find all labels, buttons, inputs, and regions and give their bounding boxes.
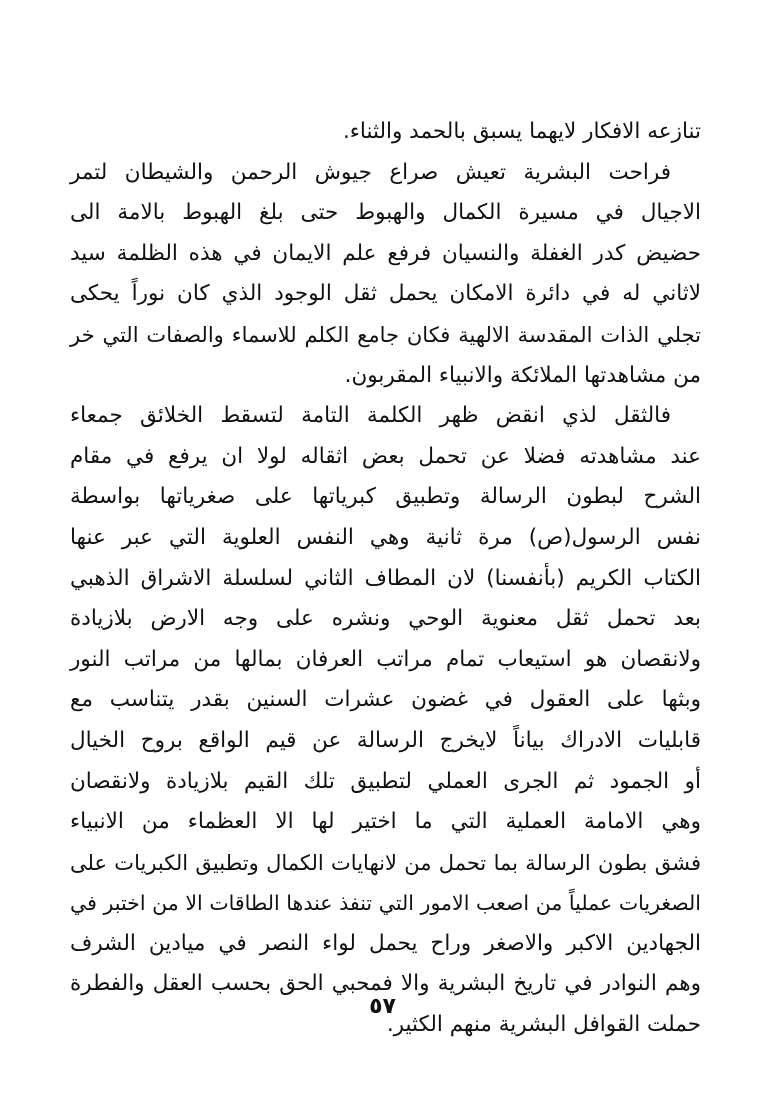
text-line: قابليات الادراك بياناً لايخرج الرسالة عن قيم الواقع بروح الخيال [70,727,701,753]
text-line: نفس الرسول(ص) مرة ثانية وهي النفس العلوية التي عبر عنها [70,524,701,550]
text-line: ولانقصان هو استيعاب تمام مراتب العرفان بمالها من مراتب النور [70,646,701,672]
text-line: أو الجمود ثم الجرى العملي لتطبيق تلك القيم بلازيادة ولانقصان [70,768,701,794]
text-line: من مشاهدتها الملائكة والانبياء المقربون. [344,362,701,388]
text-line: الكتاب الكريم (بأنفسنا) لان المطاف الثاني لسلسلة الاشراق الذهبي [70,565,701,591]
text-line: فالثقل لذي انقض ظهر الكلمة التامة لتسقط الخلائق جمعاء [70,403,671,429]
text-line: الجهادين الاكبر والاصغر وراح يحمل لواء النصر في ميادين الشرف [70,930,701,956]
text-line: فشق بطون الرسالة بما تحمل من لانهايات الكمال وتطبيق الكبريات على [70,850,701,875]
text-line: وبثها على العقول في غضون عشرات السنين بقدر يتناسب مع [70,687,701,713]
text-line: الصغريات عملياً من اصعب الامور التي تنفذ عندها الطاقات الا من اختبر في [70,891,701,916]
text-line: تنازعه الافكار لايهما يسبق بالحمد والثناء. [342,119,701,144]
page-number: ٥٧ [369,994,396,1019]
text-line: الاجيال في مسيرة الكمال والهبوط حتى بلغ الهبوط بالامة الى [70,200,701,226]
text-line: وهم النوادر في تاريخ البشرية والا فمحبي الحق بحسب العقل والفطرة [70,971,701,997]
text-line: الشرح لبطون الرسالة وتطبيق كبرياتها على صغرياتها بواسطة [70,484,701,510]
body-text [70,112,701,1046]
text-line: حملت القوافل البشرية منهم الكثير. [386,1012,701,1038]
text-line: فراحت البشرية تعيش صراع جيوش الرحمن والشيطان لتمر [70,159,671,185]
text-line: حضيض كدر الغفلة والنسيان فرفع علم الايمان في هذه الظلمة سيد [70,240,701,266]
text-line: وهي الامامة العملية التي ما اختير لها الا العظماء من الانبياء [70,809,701,835]
text-line: بعد تحمل ثقل معنوية الوحي ونشره على وجه الارض بلازيادة [70,606,701,632]
text-line: لاثاني له في دائرة الامكان يحمل ثقل الوجود الذي كان نوراً يحكى [70,281,701,307]
text-line: تجلي الذات المقدسة الالهية فكان جامع الكلم للاسماء والصفات التي خر [70,322,701,347]
text-line: عند مشاهدته فضلا عن تحمل بعض اثقاله لولا ان يرفع في مقام [70,443,701,469]
